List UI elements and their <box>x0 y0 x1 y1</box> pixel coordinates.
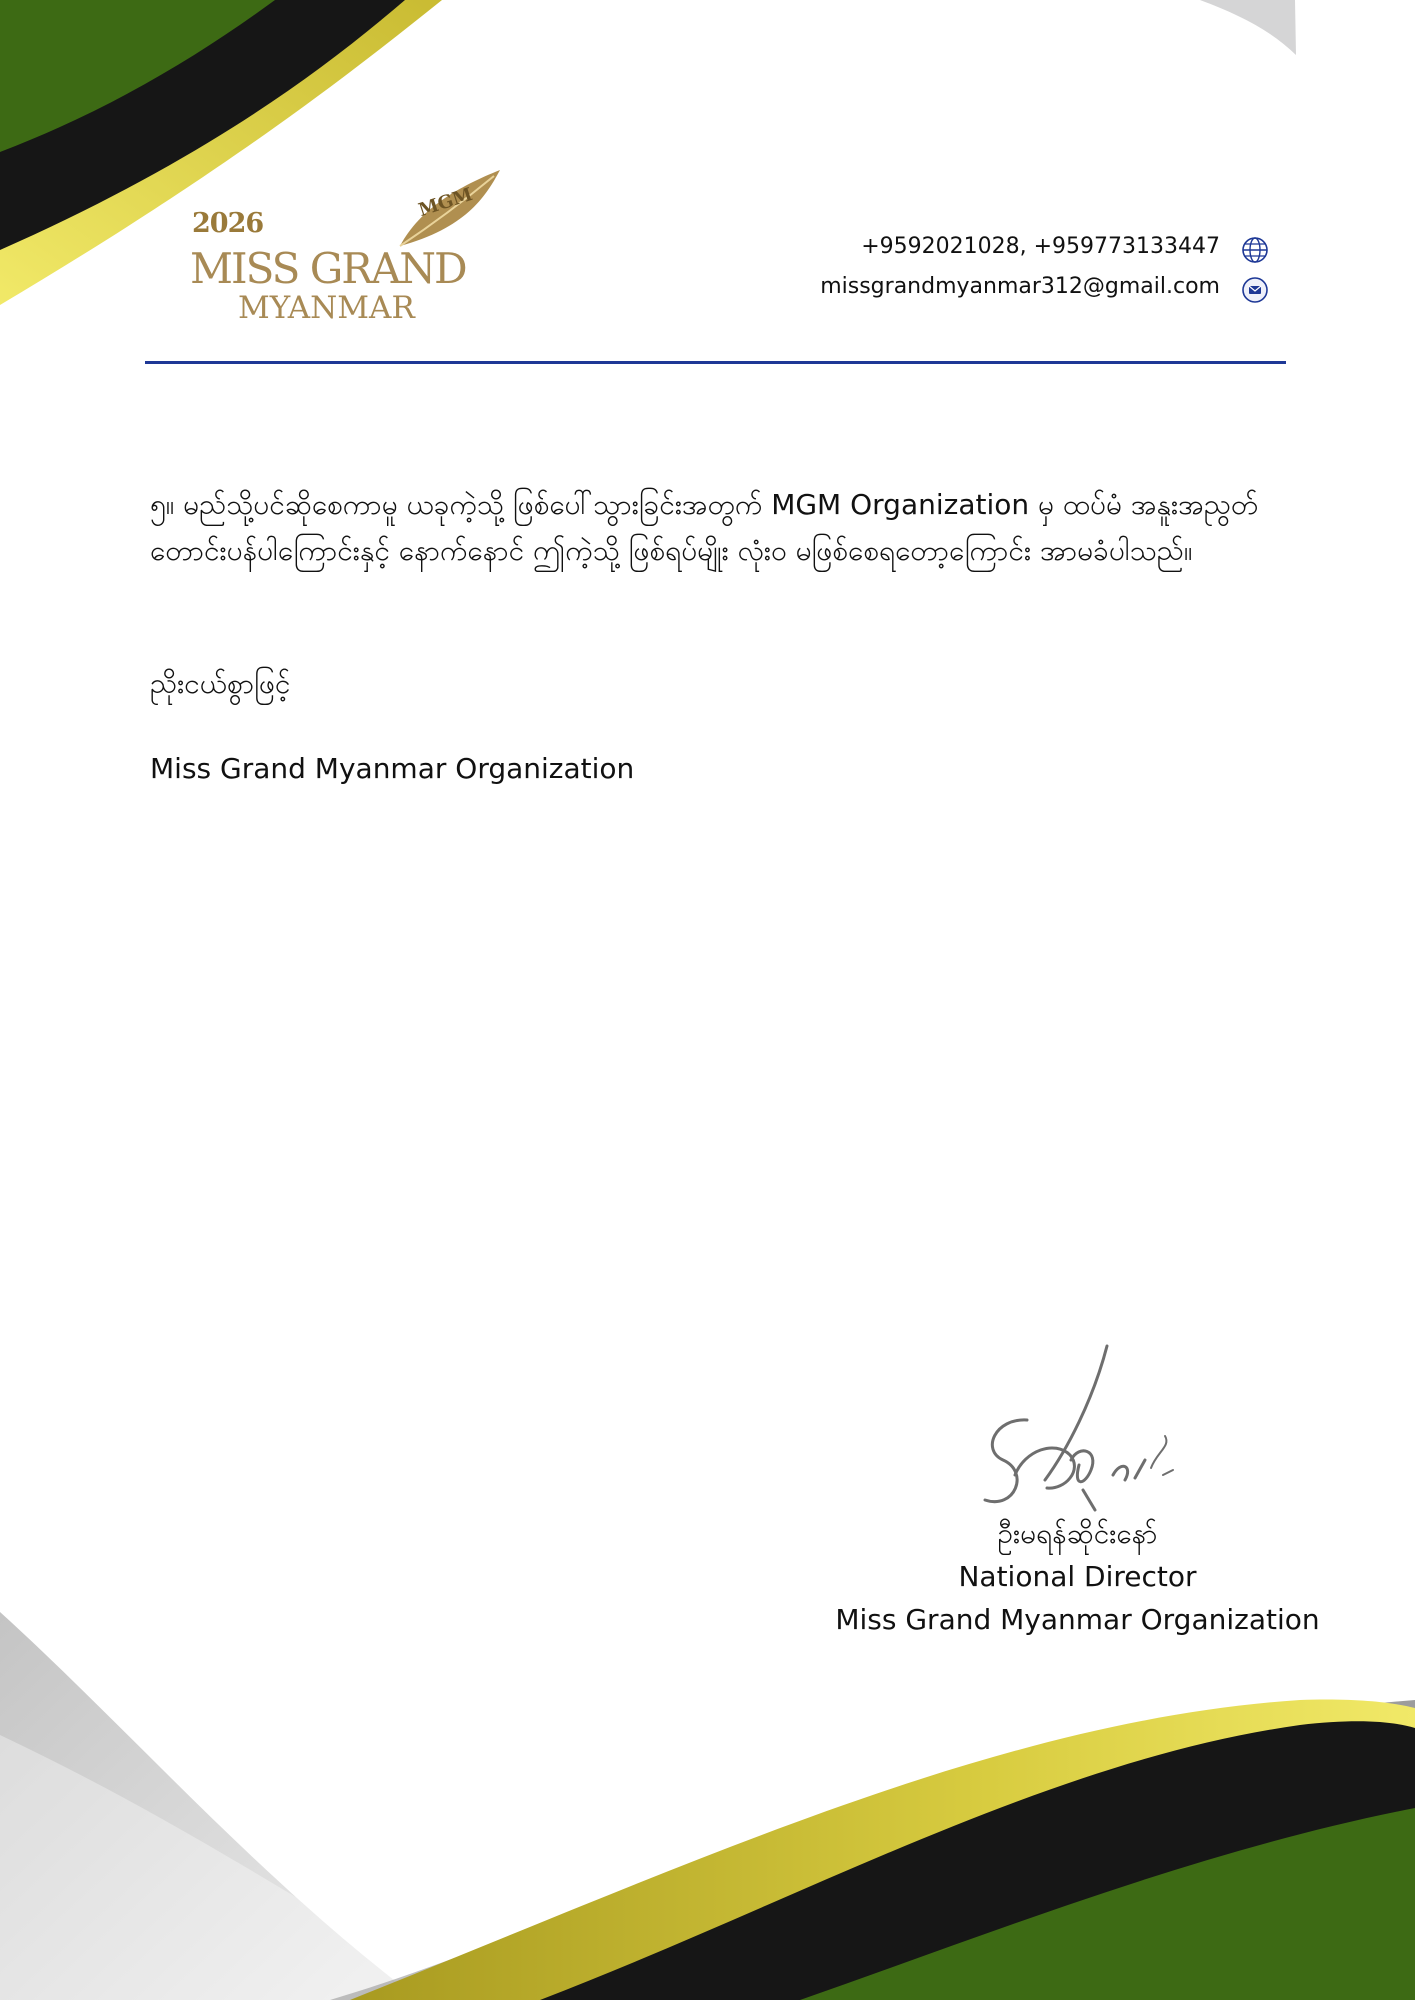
globe-icon <box>1241 236 1269 264</box>
mail-icon <box>1241 276 1269 304</box>
signatory-name: ဦးမရန်ဆိုင်းနော် <box>997 1517 1158 1550</box>
header-divider <box>145 361 1286 364</box>
signatory-organization: Miss Grand Myanmar Organization <box>835 1603 1320 1636</box>
logo-year: 2026 <box>192 208 264 239</box>
contact-email[interactable]: missgrandmyanmar312@gmail.com <box>820 274 1220 299</box>
closing-phrase: ညိုးငယ်စွာဖြင့် <box>150 667 291 700</box>
sender-organization: Miss Grand Myanmar Organization <box>150 752 635 785</box>
contact-phone: +9592021028, +959773133447 <box>861 234 1220 259</box>
signatory-role: National Director <box>958 1560 1197 1593</box>
signature-block <box>800 1512 1355 1641</box>
logo-badge: MGM <box>416 183 476 222</box>
logo-title: MISS GRAND <box>190 244 466 293</box>
handwritten-signature <box>975 1340 1195 1530</box>
body-paragraph: ၅။ မည်သို့ပင်ဆိုစေကာမူ ယခုကဲ့သို့ ဖြစ်ပေါ်သွားခြင်းအတွက် MGM Organization မှ ထပ်မံ အနူးအညွတ် တောင်းပန်ပါကြောင်းနှင့် နောက်နောင် ဤကဲ့သို့ ဖြစ်ရပ်မျိုး လုံးဝ မဖြစ်စေရတော့ကြောင်း အာမခံပါသည်။ <box>150 488 1259 567</box>
organization-logo <box>190 168 510 328</box>
bottom-wave <box>0 1612 1415 2000</box>
top-right-grey-shape <box>1200 0 1296 55</box>
logo-subtitle: MYANMAR <box>238 290 415 326</box>
